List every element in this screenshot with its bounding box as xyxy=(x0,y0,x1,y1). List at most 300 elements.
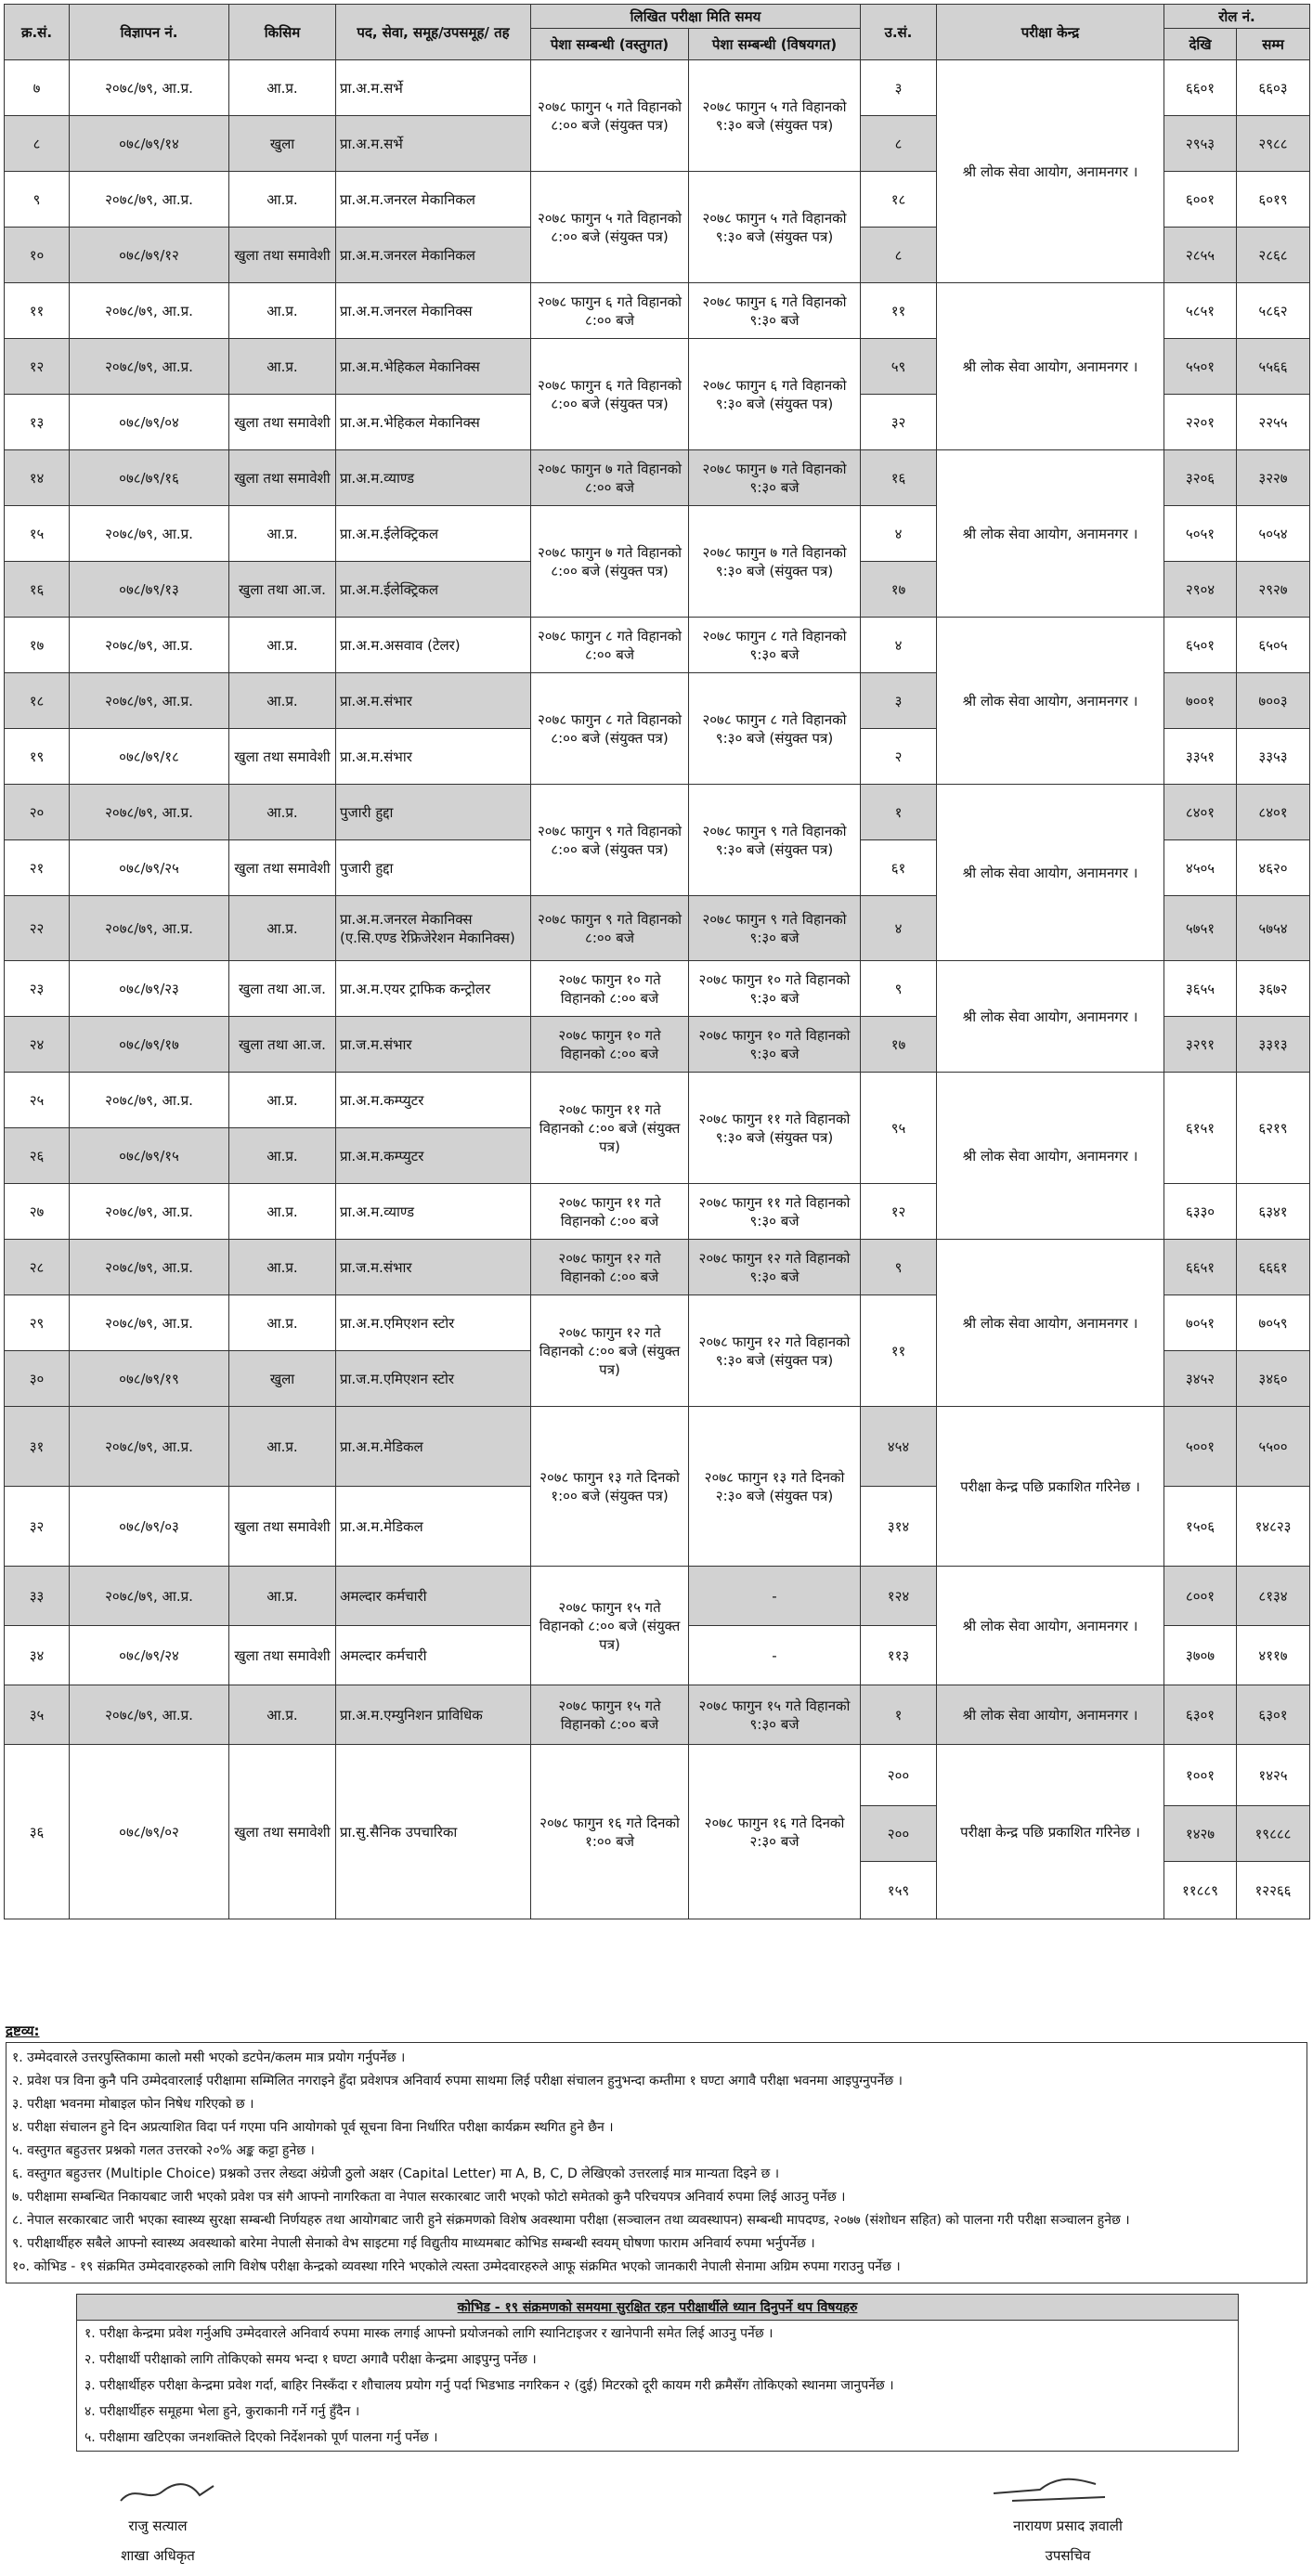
cell-sn: ११ xyxy=(5,283,70,339)
cell-date-general: २०७८ फागुन १५ गते विहानको ८:०० बजे xyxy=(531,1685,689,1745)
cell-roll-to: ८१३४ xyxy=(1237,1567,1310,1626)
cell-roll-from: ४५०५ xyxy=(1164,840,1237,896)
cell-date-general: २०७८ फागुन १६ गते दिनको १:०० बजे xyxy=(531,1745,689,1919)
cell-roll-from: ८४०१ xyxy=(1164,785,1237,840)
cell-roll-from: १५०६ xyxy=(1164,1487,1237,1567)
cell-type: आ.प्र. xyxy=(229,1567,336,1626)
covid-title: कोभिड - १९ संक्रमणको समयमा सुरक्षित रहन परीक्षार्थीले ध्यान दिनुपर्ने थप विषयहरु xyxy=(77,2295,1238,2321)
covid-guidelines-box xyxy=(76,2294,1239,2452)
cell-type: आ.प्र. xyxy=(229,60,336,116)
cell-post: प्रा.अ.म.कम्प्युटर xyxy=(336,1073,531,1128)
cell-count: ९ xyxy=(861,961,937,1017)
header-subjective: पेशा सम्बन्धी (विषयगत) xyxy=(689,29,861,60)
cell-type: खुला xyxy=(229,116,336,172)
cell-post: प्रा.अ.म.एयर ट्राफिक कन्ट्रोलर xyxy=(336,961,531,1017)
cell-post: प्रा.अ.म.एम्युनिशन प्राविधिक xyxy=(336,1685,531,1745)
cell-type: खुला xyxy=(229,1351,336,1407)
cell-sn: ३४ xyxy=(5,1626,70,1685)
cell-type: आ.प्र. xyxy=(229,618,336,673)
cell-date-subjective: २०७८ फागुन ९ गते विहानको ९:३० बजे xyxy=(689,896,861,961)
cell-center: श्री लोक सेवा आयोग, अनामनगर । xyxy=(937,60,1164,283)
covid-item: ५. परीक्षामा खटिएका जनशक्तिले दिएको निर्देशनको पूर्ण पालना गर्नु पर्नेछ । xyxy=(84,2430,438,2445)
cell-sn: १६ xyxy=(5,562,70,618)
cell-roll-from: ६६५१ xyxy=(1164,1240,1237,1295)
cell-ad: ०७८/७९/१५ xyxy=(70,1128,229,1184)
note-item: १०. कोभिड - १९ संक्रमित उम्मेदवारहरुको लागि विशेष परीक्षा केन्द्रको व्यवस्था गरिने भएकोले त्यस्ता उम्मेदवारहरुले आफू संक्रमित भएको जानकारी नेपाली सेनामा अग्रिम रुपमा गराउनु पर्नेछ । xyxy=(12,2259,901,2274)
cell-ad: ०७८/७९/१७ xyxy=(70,1017,229,1073)
cell-ad: २०७८/७९, आ.प्र. xyxy=(70,172,229,228)
cell-type: आ.प्र. xyxy=(229,339,336,395)
cell-count: ३१४ xyxy=(861,1487,937,1567)
cell-roll-from: ७०५१ xyxy=(1164,1295,1237,1351)
cell-date-subjective: २०७८ फागुन ६ गते विहानको ९:३० बजे xyxy=(689,283,861,339)
cell-type: आ.प्र. xyxy=(229,1240,336,1295)
cell-roll-from: ६३३० xyxy=(1164,1184,1237,1240)
notes-section xyxy=(6,2022,1307,2283)
cell-roll-from: २९५३ xyxy=(1164,116,1237,172)
cell-date-general: २०७८ फागुन १० गते विहानको ८:०० बजे xyxy=(531,1017,689,1073)
signatory-right xyxy=(929,2517,1207,2565)
cell-date-general: २०७८ फागुन ८ गते विहानको ८:०० बजे (संयुक्त पत्र) xyxy=(531,673,689,785)
header-type: किसिम xyxy=(229,5,336,60)
cell-sn: २२ xyxy=(5,896,70,961)
cell-type: खुला तथा समावेशी xyxy=(229,729,336,785)
cell-post: अमल्दार कर्मचारी xyxy=(336,1626,531,1685)
cell-date-general: २०७८ फागुन ८ गते विहानको ८:०० बजे xyxy=(531,618,689,673)
cell-ad: २०७८/७९, आ.प्र. xyxy=(70,673,229,729)
cell-date-subjective: २०७८ फागुन ९ गते विहानको ९:३० बजे (संयुक्त पत्र) xyxy=(689,785,861,896)
cell-date-subjective: २०७८ फागुन १६ गते दिनको २:३० बजे xyxy=(689,1745,861,1919)
cell-center: परीक्षा केन्द्र पछि प्रकाशित गरिनेछ । xyxy=(937,1407,1164,1567)
cell-count: ४५४ xyxy=(861,1407,937,1487)
signature-right xyxy=(984,2465,1114,2512)
cell-post: प्रा.अ.म.जनरल मेकानिकल xyxy=(336,228,531,283)
cell-post: प्रा.अ.म.सर्भे xyxy=(336,116,531,172)
cell-roll-from: ५००१ xyxy=(1164,1407,1237,1487)
cell-roll-to: १९८८८ xyxy=(1237,1806,1310,1862)
cell-post: प्रा.अ.म.मेडिकल xyxy=(336,1487,531,1567)
cell-post: प्रा.अ.म.जनरल मेकानिक्स xyxy=(336,283,531,339)
cell-type: खुला तथा समावेशी xyxy=(229,840,336,896)
note-item: ८. नेपाल सरकारबाट जारी भएका स्वास्थ्य सुरक्षा सम्बन्धी निर्णयहरु तथा आयोगबाट जारी हुने संक्रमणको विशेष अवस्थामा परीक्षा (सञ्चालन तथा व्यवस्थापन) सम्बन्धी मापदण्ड, २०७७ (संशोधन सहित) को पालना गरी परीक्षा सञ्चालन हुनेछ । xyxy=(12,2213,1130,2228)
cell-post: प्रा.अ.म.संभार xyxy=(336,673,531,729)
cell-count: ४ xyxy=(861,896,937,961)
cell-count: ८ xyxy=(861,228,937,283)
cell-date-subjective: २०७८ फागुन ११ गते विहानको ९:३० बजे xyxy=(689,1184,861,1240)
cell-roll-to: २९८८ xyxy=(1237,116,1310,172)
cell-type: आ.प्र. xyxy=(229,1685,336,1745)
cell-post: प्रा.अ.म.भेहिकल मेकानिक्स xyxy=(336,395,531,450)
cell-center: श्री लोक सेवा आयोग, अनामनगर । xyxy=(937,1073,1164,1240)
note-item: ४. परीक्षा संचालन हुने दिन अप्रत्याशित विदा पर्न गएमा पनि आयोगको पूर्व सूचना विना निर्धारित परीक्षा कार्यक्रम स्थगित हुने छैन । xyxy=(12,2120,614,2135)
cell-roll-to: ५५०० xyxy=(1237,1407,1310,1487)
cell-post: पुजारी हुद्दा xyxy=(336,840,531,896)
cell-post: प्रा.अ.म.जनरल मेकानिकल xyxy=(336,172,531,228)
header-post: पद, सेवा, समूह/उपसमूह/ तह xyxy=(336,5,531,60)
header-written: लिखित परीक्षा मिति समय xyxy=(531,5,861,29)
cell-ad: ०७८/७९/२५ xyxy=(70,840,229,896)
cell-post: प्रा.अ.म.कम्प्युटर xyxy=(336,1128,531,1184)
cell-roll-from: ६१५१ xyxy=(1164,1073,1237,1184)
cell-ad: २०७८/७९, आ.प्र. xyxy=(70,1685,229,1745)
cell-date-general: २०७८ फागुन ७ गते विहानको ८:०० बजे (संयुक्त पत्र) xyxy=(531,506,689,618)
cell-count: ९ xyxy=(861,1240,937,1295)
notes-box xyxy=(6,2042,1307,2283)
cell-type: खुला तथा समावेशी xyxy=(229,228,336,283)
cell-date-general: २०७८ फागुन ११ गते विहानको ८:०० बजे xyxy=(531,1184,689,1240)
header-ad: विज्ञापन नं. xyxy=(70,5,229,60)
cell-post: प्रा.ज.म.संभार xyxy=(336,1017,531,1073)
cell-sn: २० xyxy=(5,785,70,840)
cell-count: ३ xyxy=(861,673,937,729)
cell-roll-to: ५८६२ xyxy=(1237,283,1310,339)
cell-sn: २४ xyxy=(5,1017,70,1073)
cell-type: आ.प्र. xyxy=(229,506,336,562)
header-roll: रोल नं. xyxy=(1164,5,1310,29)
cell-roll-from: ८००१ xyxy=(1164,1567,1237,1626)
cell-ad: ०७८/७९/१४ xyxy=(70,116,229,172)
cell-roll-to: १४८२३ xyxy=(1237,1487,1310,1567)
cell-roll-to: २२५५ xyxy=(1237,395,1310,450)
cell-count: १५९ xyxy=(861,1862,937,1919)
cell-roll-from: ३३५१ xyxy=(1164,729,1237,785)
cell-post: प्रा.अ.म.भेहिकल मेकानिक्स xyxy=(336,339,531,395)
cell-sn: ८ xyxy=(5,116,70,172)
cell-roll-to: ३३५३ xyxy=(1237,729,1310,785)
cell-sn: ३६ xyxy=(5,1745,70,1919)
cell-center: श्री लोक सेवा आयोग, अनामनगर । xyxy=(937,450,1164,618)
cell-type: आ.प्र. xyxy=(229,1128,336,1184)
header-to: सम्म xyxy=(1237,29,1310,60)
cell-roll-to: ६३४१ xyxy=(1237,1184,1310,1240)
cell-type: खुला तथा समावेशी xyxy=(229,1745,336,1919)
cell-center: श्री लोक सेवा आयोग, अनामनगर । xyxy=(937,1685,1164,1745)
cell-center: श्री लोक सेवा आयोग, अनामनगर । xyxy=(937,1240,1164,1407)
cell-roll-to: ६५०५ xyxy=(1237,618,1310,673)
cell-post: प्रा.अ.म.व्याण्ड xyxy=(336,450,531,506)
table-row xyxy=(5,1073,1310,1128)
cell-date-general: २०७८ फागुन १२ गते विहानको ८:०० बजे xyxy=(531,1240,689,1295)
cell-count: २०० xyxy=(861,1745,937,1806)
cell-roll-to: ३३१३ xyxy=(1237,1017,1310,1073)
cell-sn: २७ xyxy=(5,1184,70,1240)
cell-roll-to: ३२२७ xyxy=(1237,450,1310,506)
cell-roll-from: ३४५२ xyxy=(1164,1351,1237,1407)
cell-roll-from: ३२०६ xyxy=(1164,450,1237,506)
cell-ad: २०७८/७९, आ.प्र. xyxy=(70,1567,229,1626)
cell-center: श्री लोक सेवा आयोग, अनामनगर । xyxy=(937,1567,1164,1685)
cell-roll-from: २९०४ xyxy=(1164,562,1237,618)
cell-type: आ.प्र. xyxy=(229,785,336,840)
cell-date-general: २०७८ फागुन ११ गते विहानको ८:०० बजे (संयुक्त पत्र) xyxy=(531,1073,689,1184)
cell-roll-to: ५०५४ xyxy=(1237,506,1310,562)
note-item: ३. परीक्षा भवनमा मोबाइल फोन निषेध गरिएको छ । xyxy=(12,2097,254,2112)
table-row xyxy=(5,60,1310,116)
cell-date-general: २०७८ फागुन १५ गते विहानको ८:०० बजे (संयुक्त पत्र) xyxy=(531,1567,689,1685)
notes-title: द्रष्टव्य: xyxy=(6,2023,40,2039)
cell-count: २०० xyxy=(861,1806,937,1862)
cell-sn: २९ xyxy=(5,1295,70,1351)
cell-sn: ३१ xyxy=(5,1407,70,1487)
table-row xyxy=(5,283,1310,339)
cell-ad: २०७८/७९, आ.प्र. xyxy=(70,1184,229,1240)
covid-item: ४. परीक्षार्थीहरु समूहमा भेला हुने, कुराकानी गर्ने गर्नु हुँदैन । xyxy=(84,2404,360,2419)
table-row xyxy=(5,1240,1310,1295)
cell-roll-to: ३४६० xyxy=(1237,1351,1310,1407)
covid-item: २. परीक्षार्थी परीक्षाको लागि तोकिएको समय भन्दा १ घण्टा अगावै परीक्षा केन्द्रमा आइपुग्नु पर्नेछ । xyxy=(84,2352,537,2367)
cell-count: १२ xyxy=(861,1184,937,1240)
cell-ad: २०७८/७९, आ.प्र. xyxy=(70,60,229,116)
cell-roll-from: २८५५ xyxy=(1164,228,1237,283)
cell-count: १ xyxy=(861,785,937,840)
cell-date-subjective: - xyxy=(689,1567,861,1626)
cell-roll-from: २२०१ xyxy=(1164,395,1237,450)
cell-center: परीक्षा केन्द्र पछि प्रकाशित गरिनेछ । xyxy=(937,1745,1164,1919)
cell-type: खुला तथा आ.ज. xyxy=(229,562,336,618)
cell-ad: ०७८/७९/१२ xyxy=(70,228,229,283)
cell-date-subjective: - xyxy=(689,1626,861,1685)
note-item: ५. वस्तुगत बहुउत्तर प्रश्नको गलत उत्तरको २०% अङ्क कट्टा हुनेछ । xyxy=(12,2143,315,2158)
table-row xyxy=(5,1407,1310,1487)
cell-sn: २८ xyxy=(5,1240,70,1295)
cell-date-subjective: २०७८ फागुन १० गते विहानको ९:३० बजे xyxy=(689,961,861,1017)
cell-roll-to: ३६७२ xyxy=(1237,961,1310,1017)
cell-roll-from: ७००१ xyxy=(1164,673,1237,729)
cell-sn: १२ xyxy=(5,339,70,395)
cell-type: आ.प्र. xyxy=(229,1184,336,1240)
cell-post: प्रा.ज.म.संभार xyxy=(336,1240,531,1295)
cell-center: श्री लोक सेवा आयोग, अनामनगर । xyxy=(937,283,1164,450)
cell-date-subjective: २०७८ फागुन ५ गते विहानको ९:३० बजे (संयुक्त पत्र) xyxy=(689,60,861,172)
cell-count: ६१ xyxy=(861,840,937,896)
cell-sn: १० xyxy=(5,228,70,283)
cell-post: प्रा.अ.म.ईलेक्ट्रिकल xyxy=(336,562,531,618)
cell-post: प्रा.अ.म.जनरल मेकानिक्स (ए.सि.एण्ड रेफ्रिजेरेशन मेकानिक्स) xyxy=(336,896,531,961)
covid-item: ३. परीक्षार्थीहरु परीक्षा केन्द्रमा प्रवेश गर्दा, बाहिर निस्कँदा र शौचालय प्रयोग गर्नु पर्दा भिडभाड नगरिकन २ (दुई) मिटरको दूरी कायम गरी क्रमैसँग तोकिएको स्थानमा जानुपर्नेछ । xyxy=(84,2378,894,2393)
cell-count: ४ xyxy=(861,618,937,673)
cell-ad: २०७८/७९, आ.प्र. xyxy=(70,1407,229,1487)
table-row xyxy=(5,1567,1310,1626)
cell-date-subjective: २०७८ फागुन १५ गते विहानको ९:३० बजे xyxy=(689,1685,861,1745)
cell-count: १२४ xyxy=(861,1567,937,1626)
cell-sn: २१ xyxy=(5,840,70,896)
cell-ad: २०७८/७९, आ.प्र. xyxy=(70,1073,229,1128)
cell-ad: २०७८/७९, आ.प्र. xyxy=(70,1295,229,1351)
cell-ad: ०७८/७९/०४ xyxy=(70,395,229,450)
covid-item: १. परीक्षा केन्द्रमा प्रवेश गर्नुअघि उम्मेदवारले अनिवार्य रुपमा मास्क लगाई आफ्नो प्रयोजनको लागि स्यानिटाइजर र खानेपानी समेत लिई आउनु पर्नेछ । xyxy=(84,2326,774,2341)
cell-post: प्रा.अ.म.मेडिकल xyxy=(336,1407,531,1487)
cell-center: श्री लोक सेवा आयोग, अनामनगर । xyxy=(937,785,1164,961)
cell-type: खुला तथा समावेशी xyxy=(229,395,336,450)
cell-roll-from: ६६०१ xyxy=(1164,60,1237,116)
cell-post: प्रा.सु.सैनिक उपचारिका xyxy=(336,1745,531,1919)
cell-count: ३२ xyxy=(861,395,937,450)
cell-count: ३ xyxy=(861,60,937,116)
header-from: देखि xyxy=(1164,29,1237,60)
cell-type: खुला तथा समावेशी xyxy=(229,1626,336,1685)
cell-date-subjective: २०७८ फागुन ८ गते विहानको ९:३० बजे (संयुक्त पत्र) xyxy=(689,673,861,785)
cell-date-general: २०७८ फागुन १० गते विहानको ८:०० बजे xyxy=(531,961,689,1017)
cell-date-general: २०७८ फागुन ६ गते विहानको ८:०० बजे xyxy=(531,283,689,339)
table-row xyxy=(5,1745,1310,1806)
cell-roll-from: ३६५५ xyxy=(1164,961,1237,1017)
note-item: ६. वस्तुगत बहुउत्तर (Multiple Choice) प्रश्नको उत्तर लेख्दा अंग्रेजी ठुलो अक्षर (Capital Letter) मा A, B, C, D लेखिएको उत्तरलाई मात्र मान्यता दिइने छ । xyxy=(12,2166,780,2181)
cell-count: १८ xyxy=(861,172,937,228)
cell-post: अमल्दार कर्मचारी xyxy=(336,1567,531,1626)
cell-center: श्री लोक सेवा आयोग, अनामनगर । xyxy=(937,961,1164,1073)
cell-sn: १९ xyxy=(5,729,70,785)
cell-roll-to: ५५६६ xyxy=(1237,339,1310,395)
cell-sn: ३५ xyxy=(5,1685,70,1745)
cell-ad: ०७८/७९/०२ xyxy=(70,1745,229,1919)
cell-count: १७ xyxy=(861,1017,937,1073)
cell-roll-from: ५७५१ xyxy=(1164,896,1237,961)
cell-ad: ०७८/७९/२४ xyxy=(70,1626,229,1685)
cell-count: ११ xyxy=(861,1295,937,1407)
cell-ad: २०७८/७९, आ.प्र. xyxy=(70,506,229,562)
cell-sn: २३ xyxy=(5,961,70,1017)
cell-type: खुला तथा आ.ज. xyxy=(229,961,336,1017)
cell-ad: ०७८/७९/२३ xyxy=(70,961,229,1017)
note-item: ९. परीक्षार्थीहरु सबैले आफ्नो स्वास्थ्य अवस्थाको बारेमा नेपाली सेनाको वेभ साइटमा गई विद्युतीय माध्यमबाट कोभिड सम्बन्धी स्वयम् घोषणा फाराम अनिवार्य रुपमा भर्नुपर्नेछ । xyxy=(12,2236,815,2251)
cell-roll-to: ४११७ xyxy=(1237,1626,1310,1685)
cell-sn: ३२ xyxy=(5,1487,70,1567)
cell-ad: २०७८/७९, आ.प्र. xyxy=(70,283,229,339)
cell-count: ४ xyxy=(861,506,937,562)
cell-post: प्रा.ज.म.एमिएशन स्टोर xyxy=(336,1351,531,1407)
cell-post: प्रा.अ.म.एमिएशन स्टोर xyxy=(336,1295,531,1351)
cell-date-general: २०७८ फागुन ५ गते विहानको ८:०० बजे (संयुक्त पत्र) xyxy=(531,60,689,172)
cell-sn: ९ xyxy=(5,172,70,228)
cell-roll-from: १००१ xyxy=(1164,1745,1237,1806)
cell-roll-to: ८४०१ xyxy=(1237,785,1310,840)
cell-sn: ३३ xyxy=(5,1567,70,1626)
exam-schedule-table xyxy=(4,4,1310,1919)
cell-sn: १३ xyxy=(5,395,70,450)
cell-count: ५९ xyxy=(861,339,937,395)
cell-post: प्रा.अ.म.संभार xyxy=(336,729,531,785)
cell-type: आ.प्र. xyxy=(229,1295,336,1351)
header-general: पेशा सम्बन्धी (वस्तुगत) xyxy=(531,29,689,60)
cell-roll-to: ६६०३ xyxy=(1237,60,1310,116)
cell-type: आ.प्र. xyxy=(229,1407,336,1487)
table-row xyxy=(5,1685,1310,1745)
cell-date-subjective: २०७८ फागुन १२ गते विहानको ९:३० बजे (संयुक्त पत्र) xyxy=(689,1295,861,1407)
cell-sn: ३० xyxy=(5,1351,70,1407)
cell-date-subjective: २०७८ फागुन ८ गते विहानको ९:३० बजे xyxy=(689,618,861,673)
cell-date-subjective: २०७८ फागुन ७ गते विहानको ९:३० बजे xyxy=(689,450,861,506)
cell-roll-from: ६००१ xyxy=(1164,172,1237,228)
cell-date-general: २०७८ फागुन ५ गते विहानको ८:०० बजे (संयुक्त पत्र) xyxy=(531,172,689,283)
cell-roll-to: ६६६१ xyxy=(1237,1240,1310,1295)
cell-count: ११३ xyxy=(861,1626,937,1685)
cell-roll-to: ६३०१ xyxy=(1237,1685,1310,1745)
cell-ad: २०७८/७९, आ.प्र. xyxy=(70,1240,229,1295)
cell-post: प्रा.अ.म.व्याण्ड xyxy=(336,1184,531,1240)
cell-ad: ०७८/७९/१३ xyxy=(70,562,229,618)
cell-roll-to: ७००३ xyxy=(1237,673,1310,729)
cell-post: प्रा.अ.म.ईलेक्ट्रिकल xyxy=(336,506,531,562)
cell-type: आ.प्र. xyxy=(229,1073,336,1128)
cell-roll-from: ५५०१ xyxy=(1164,339,1237,395)
cell-date-subjective: २०७८ फागुन ५ गते विहानको ९:३० बजे (संयुक्त पत्र) xyxy=(689,172,861,283)
cell-type: आ.प्र. xyxy=(229,896,336,961)
cell-ad: ०७८/७९/१६ xyxy=(70,450,229,506)
cell-ad: २०७८/७९, आ.प्र. xyxy=(70,896,229,961)
cell-roll-to: २९२७ xyxy=(1237,562,1310,618)
cell-date-general: २०७८ फागुन ७ गते विहानको ८:०० बजे xyxy=(531,450,689,506)
cell-roll-to: १४२५ xyxy=(1237,1745,1310,1806)
cell-date-subjective: २०७८ फागुन ११ गते विहानको ९:३० बजे (संयुक्त पत्र) xyxy=(689,1073,861,1184)
cell-post: प्रा.अ.म.सर्भे xyxy=(336,60,531,116)
cell-roll-from: ६५०१ xyxy=(1164,618,1237,673)
cell-roll-to: ७०५९ xyxy=(1237,1295,1310,1351)
cell-ad: २०७८/७९, आ.प्र. xyxy=(70,618,229,673)
cell-sn: १४ xyxy=(5,450,70,506)
note-item: १. उम्मेदवारले उत्तरपुस्तिकामा कालो मसी भएको डटपेन/कलम मात्र प्रयोग गर्नुपर्नेछ । xyxy=(12,2050,406,2065)
cell-date-general: २०७८ फागुन ६ गते विहानको ८:०० बजे (संयुक्त पत्र) xyxy=(531,339,689,450)
table-row xyxy=(5,618,1310,673)
cell-date-subjective: २०७८ फागुन १० गते विहानको ९:३० बजे xyxy=(689,1017,861,1073)
cell-sn: १७ xyxy=(5,618,70,673)
cell-count: ८ xyxy=(861,116,937,172)
table-row xyxy=(5,450,1310,506)
cell-type: आ.प्र. xyxy=(229,172,336,228)
header-center: परीक्षा केन्द्र xyxy=(937,5,1164,60)
signatory-left-name: राजु सत्याल xyxy=(128,2517,188,2534)
cell-type: खुला तथा समावेशी xyxy=(229,1487,336,1567)
cell-roll-to: ६०१९ xyxy=(1237,172,1310,228)
note-item: २. प्रवेश पत्र विना कुनै पनि उम्मेदवारलाई परीक्षामा सम्मिलित नगराइने हुँदा प्रवेशपत्र अनिवार्य रुपमा साथमा लिई परीक्षा संचालन हुनुभन्दा कम्तीमा १ घण्टा अगावै परीक्षा भवनमा आइपुग्नुपर्नेछ । xyxy=(12,2074,903,2088)
cell-date-general: २०७८ फागुन १२ गते विहानको ८:०० बजे (संयुक्त पत्र) xyxy=(531,1295,689,1407)
signatory-right-name: नारायण प्रसाद ज्ञवाली xyxy=(1013,2517,1123,2534)
cell-count: ११ xyxy=(861,283,937,339)
cell-count: २ xyxy=(861,729,937,785)
note-item: ७. परीक्षामा सम्बन्धित निकायबाट जारी भएको प्रवेश पत्र संगै आफ्नो नागरिकता वा नेपाल सरकारबाट जारी भएको फोटो समेतको कुनै परिचयपत्र अनिवार्य रुपमा लिई आउनु पर्नेछ । xyxy=(12,2190,846,2205)
table-row xyxy=(5,785,1310,840)
cell-sn: १८ xyxy=(5,673,70,729)
cell-type: आ.प्र. xyxy=(229,283,336,339)
cell-roll-from: ३७०७ xyxy=(1164,1626,1237,1685)
signatory-right-title: उपसचिव xyxy=(1045,2547,1091,2564)
cell-roll-to: २८६८ xyxy=(1237,228,1310,283)
signature-left xyxy=(111,2475,223,2512)
cell-type: आ.प्र. xyxy=(229,673,336,729)
cell-ad: २०७८/७९, आ.प्र. xyxy=(70,785,229,840)
cell-roll-from: ६३०१ xyxy=(1164,1685,1237,1745)
header-sn: क्र.सं. xyxy=(5,5,70,60)
header-count: उ.सं. xyxy=(861,5,937,60)
cell-count: १७ xyxy=(861,562,937,618)
signatory-left-title: शाखा अधिकृत xyxy=(121,2547,195,2564)
cell-roll-from: ५०५१ xyxy=(1164,506,1237,562)
cell-count: ९५ xyxy=(861,1073,937,1184)
cell-sn: १५ xyxy=(5,506,70,562)
cell-post: पुजारी हुद्दा xyxy=(336,785,531,840)
cell-date-general: २०७८ फागुन ९ गते विहानको ८:०० बजे (संयुक्त पत्र) xyxy=(531,785,689,896)
cell-post: प्रा.अ.म.असवाव (टेलर) xyxy=(336,618,531,673)
cell-date-general: २०७८ फागुन ९ गते विहानको ८:०० बजे xyxy=(531,896,689,961)
cell-roll-from: ३२९१ xyxy=(1164,1017,1237,1073)
cell-date-subjective: २०७८ फागुन १३ गते दिनको २:३० बजे (संयुक्त पत्र) xyxy=(689,1407,861,1567)
table-row xyxy=(5,961,1310,1017)
cell-count: १ xyxy=(861,1685,937,1745)
signatory-left xyxy=(19,2517,297,2565)
cell-roll-from: १४२७ xyxy=(1164,1806,1237,1862)
cell-sn: ७ xyxy=(5,60,70,116)
cell-date-subjective: २०७८ फागुन ६ गते विहानको ९:३० बजे (संयुक्त पत्र) xyxy=(689,339,861,450)
cell-date-subjective: २०७८ फागुन ७ गते विहानको ९:३० बजे (संयुक्त पत्र) xyxy=(689,506,861,618)
